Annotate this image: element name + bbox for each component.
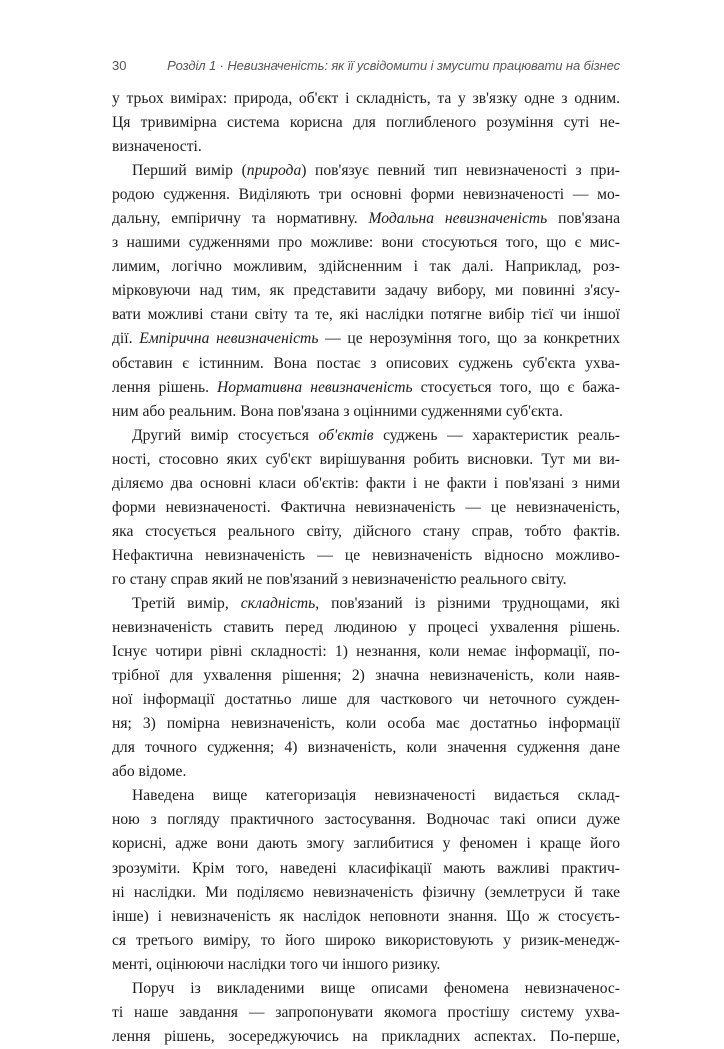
text-line: невизначеність ставить перед людиною у процесі ухвалення рішень. — [112, 619, 620, 637]
italic-term: Нормативна невизначеність — [217, 378, 413, 396]
text-line: Ця тривимірна система корисна для поглибленого розуміння суті не- — [112, 114, 620, 132]
text-line: ся третього виміру, то його широко використовують у ризик-менедж- — [112, 931, 620, 949]
text-line: менті, оцінюючи наслідки того чи іншого ризику. — [112, 955, 441, 973]
text-run: Третій вимір, — [132, 594, 241, 612]
text-line: зрозуміти. Крім того, наведені класифікації мають важливі практич- — [112, 859, 620, 877]
text-line: Нефактична невизначеність — це невизначеність відносно можливо- — [112, 546, 620, 564]
text-line: родою судження. Виділяють три основні форми невизначеності — мо- — [112, 186, 620, 204]
running-head: Розділ 1 · Невизначеність: як її усвідомити і змусити працювати на бізнес — [167, 58, 620, 73]
text-line: з нашими судженнями про можливе: вони стосуються того, що є мис- — [112, 234, 620, 252]
body-text — [112, 87, 620, 1049]
text-line — [112, 207, 620, 231]
text-line: ні наслідки. Ми поділяємо невизначеність фізичну (землетруси й таке — [112, 883, 620, 901]
italic-term: складність — [240, 594, 316, 612]
italic-term: Емпірична невизначеність — [139, 330, 319, 348]
text-line: Поруч із викладеними вище описами феномена невизначенос- — [132, 979, 620, 997]
page-header — [112, 56, 620, 76]
text-run: дії. — [112, 330, 140, 348]
text-line: визначеності. — [112, 138, 202, 156]
text-line — [112, 327, 620, 351]
text-line: лення рішень, зосереджуючись на прикладних аспектах. По-перше, — [112, 1027, 620, 1045]
text-line: у трьох вимірах: природа, об'єкт і складність, та у зв'язку одне з одним. — [112, 90, 620, 107]
text-line: вати можливі стани світу та те, які наслідки потягне вибір тієї чи іншої — [112, 306, 620, 324]
text-line: діляємо два основні класи об'єктів: факти і не факти і пов'язані з ними — [112, 474, 620, 492]
text-line: го стану справ який не пов'язаний з невизначеністю реального світу. — [112, 570, 567, 588]
text-line: ті наше завдання — запропонувати якомога простішу систему ухва- — [112, 1003, 620, 1021]
text-line — [112, 159, 620, 183]
text-run: лення рішень. — [112, 378, 218, 396]
text-line: ною з погляду практичного застосування. Водночас такі описи дуже — [112, 811, 620, 829]
text-run: Перший вимір ( — [132, 162, 247, 180]
italic-term: об'єктів — [318, 426, 374, 444]
italic-term: Модальна невизначеність — [368, 210, 548, 228]
text-line: ної інформації достатньо лише для часткового чи неточного сужден- — [112, 691, 620, 709]
text-line — [112, 592, 620, 616]
text-line: ності, стосовно яких суб'єкт вирішування робить висновки. Тут ми ви- — [112, 450, 620, 468]
text-line — [112, 424, 620, 448]
text-line: яка стосується реального світу, дійсного стану справ, тобто фактів. — [112, 522, 620, 540]
text-run: пов'язана — [547, 210, 620, 228]
text-line: мірковуючи над тим, як представити задачу вибору, ми повинні з'ясу- — [112, 282, 620, 300]
text-run: — це нерозуміння того, що за конкретних — [318, 330, 620, 348]
text-run: дальну, емпіричну та нормативну. — [112, 210, 369, 228]
text-line: трібної для ухвалення рішення; 2) значна невизначеність, коли наяв- — [112, 667, 620, 685]
text-line: корисні, адже вони дають змогу заглибитися у феномен і краще його — [112, 835, 620, 853]
text-line: обставин є істинним. Вона постає з описових суджень суб'єкта ухва- — [112, 354, 620, 372]
text-line — [112, 376, 620, 400]
italic-term: природа — [246, 162, 302, 180]
page-number: 30 — [112, 58, 127, 73]
text-line: ня; 3) помірна невизначеність, коли особа має достатньо інформації — [112, 715, 620, 733]
text-run: суджень — характеристик реаль- — [373, 426, 620, 444]
text-run: , пов'язаний із різними труднощами, які — [315, 594, 620, 612]
text-line: лимим, логічно можливим, здійсненним і так далі. Наприклад, роз- — [112, 258, 620, 276]
text-run: Другий вимір стосується — [132, 426, 319, 444]
text-line: або відоме. — [112, 763, 187, 781]
text-run: стосується того, що є бажа- — [412, 378, 620, 396]
text-line: для точного судження; 4) визначеність, коли значення судження дане — [112, 739, 620, 757]
text-run: ) пов'язує певний тип невизначеності з при- — [301, 162, 620, 180]
text-line: Наведена вище категоризація невизначеності видається склад- — [132, 787, 620, 805]
text-line: Існує чотири рівні складності: 1) незнання, коли немає інформації, по- — [112, 643, 620, 661]
text-line: форми невизначеності. Фактична невизначеність — це невизначеність, — [112, 498, 620, 516]
text-line: ним або реальним. Вона пов'язана з оцінними судженнями суб'єкта. — [112, 402, 563, 420]
text-line: інше) і невизначеність як наслідок неповноти знання. Що ж стосуєть- — [112, 907, 620, 925]
